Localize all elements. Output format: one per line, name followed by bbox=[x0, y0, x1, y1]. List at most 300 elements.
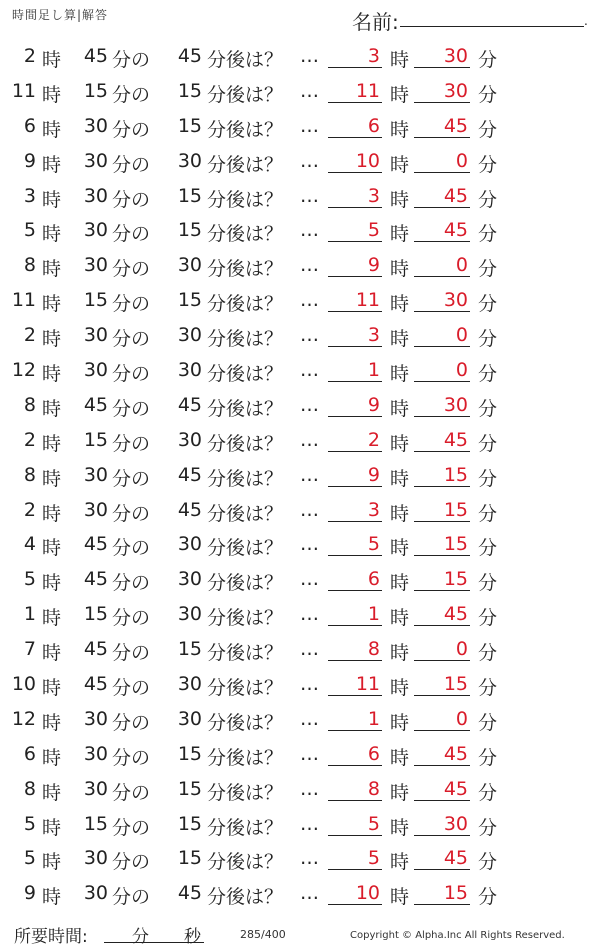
answer-minute: 45 bbox=[414, 743, 470, 766]
question-tail: 分後は？ bbox=[207, 711, 284, 734]
minute-of-label: 分の bbox=[112, 258, 151, 281]
problem-start-hour: 2 bbox=[23, 45, 36, 67]
problem-row bbox=[0, 180, 600, 215]
ellipsis: … bbox=[300, 79, 319, 102]
ellipsis: … bbox=[300, 393, 319, 416]
problem-row bbox=[0, 75, 600, 110]
answer-minute: 30 bbox=[414, 45, 470, 68]
ellipsis: … bbox=[300, 45, 319, 67]
answer-minute-unit: 分 bbox=[478, 49, 498, 71]
problem-start-minute: 15 bbox=[83, 812, 108, 835]
problem-added-minutes: 45 bbox=[177, 463, 202, 486]
problem-row bbox=[0, 598, 600, 633]
problem-start-minute: 45 bbox=[83, 638, 108, 661]
problem-start-hour: 2 bbox=[23, 428, 36, 451]
problem-added-minutes: 30 bbox=[177, 673, 202, 696]
problem-start-minute: 45 bbox=[83, 568, 108, 591]
problem-added-minutes: 30 bbox=[177, 149, 202, 172]
minute-of-label: 分の bbox=[112, 886, 151, 909]
answer-minute: 45 bbox=[414, 115, 470, 138]
answer-hour: 11 bbox=[328, 80, 382, 103]
minute-of-label: 分の bbox=[112, 293, 151, 316]
answer-hour-unit: 時 bbox=[390, 83, 410, 106]
minute-of-label: 分の bbox=[112, 223, 151, 246]
answer-hour-unit: 時 bbox=[390, 397, 410, 420]
problem-start-minute: 45 bbox=[83, 673, 108, 696]
time-taken-minutes-unit: 分 bbox=[132, 927, 149, 947]
hour-unit: 時 bbox=[42, 572, 62, 595]
problem-added-minutes: 15 bbox=[177, 638, 202, 661]
problem-start-minute: 15 bbox=[83, 428, 108, 451]
minute-of-label: 分の bbox=[112, 397, 151, 420]
problem-added-minutes: 15 bbox=[177, 777, 202, 800]
answer-hour-unit: 時 bbox=[390, 711, 410, 734]
ellipsis: … bbox=[300, 114, 319, 137]
hour-unit: 時 bbox=[42, 642, 62, 665]
answer-hour: 3 bbox=[328, 499, 382, 522]
hour-unit: 時 bbox=[42, 886, 62, 909]
problem-start-hour: 10 bbox=[11, 673, 36, 696]
copyright-text: Copyright © Alpha.Inc All Rights Reserved. bbox=[350, 930, 565, 941]
answer-hour-unit: 時 bbox=[390, 153, 410, 176]
answer-minute-unit: 分 bbox=[478, 851, 498, 874]
problem-start-minute: 30 bbox=[83, 847, 108, 870]
ellipsis: … bbox=[300, 254, 319, 277]
problem-added-minutes: 30 bbox=[177, 603, 202, 626]
time-taken-seconds-unit: 秒 bbox=[184, 927, 201, 947]
name-field-line bbox=[400, 26, 584, 27]
answer-hour-unit: 時 bbox=[390, 746, 410, 769]
problem-start-minute: 30 bbox=[83, 359, 108, 382]
answer-hour: 2 bbox=[328, 429, 382, 452]
hour-unit: 時 bbox=[42, 711, 62, 734]
answer-hour: 10 bbox=[328, 882, 382, 905]
question-tail: 分後は？ bbox=[207, 223, 284, 246]
answer-minute: 15 bbox=[414, 499, 470, 522]
question-tail: 分後は？ bbox=[207, 118, 284, 141]
hour-unit: 時 bbox=[42, 397, 62, 420]
hour-unit: 時 bbox=[42, 258, 62, 281]
name-field-dot: . bbox=[584, 14, 588, 28]
answer-minute: 0 bbox=[414, 150, 470, 173]
problem-start-hour: 12 bbox=[11, 359, 36, 382]
answer-minute-unit: 分 bbox=[478, 188, 498, 211]
answer-minute-unit: 分 bbox=[478, 328, 498, 351]
time-taken-label: 所要時間: bbox=[14, 927, 88, 947]
answer-hour-unit: 時 bbox=[390, 363, 410, 386]
question-tail: 分後は？ bbox=[207, 49, 284, 71]
problem-start-hour: 2 bbox=[23, 324, 36, 347]
problem-row bbox=[0, 494, 600, 529]
answer-hour-unit: 時 bbox=[390, 816, 410, 839]
problem-start-hour: 5 bbox=[23, 812, 36, 835]
problem-row bbox=[0, 424, 600, 459]
answer-hour-unit: 時 bbox=[390, 118, 410, 141]
question-tail: 分後は？ bbox=[207, 188, 284, 211]
question-tail: 分後は？ bbox=[207, 502, 284, 525]
problem-added-minutes: 45 bbox=[177, 393, 202, 416]
problem-list bbox=[0, 40, 600, 912]
question-tail: 分後は？ bbox=[207, 363, 284, 386]
answer-hour-unit: 時 bbox=[390, 328, 410, 351]
problem-row bbox=[0, 284, 600, 319]
problem-start-hour: 8 bbox=[23, 463, 36, 486]
problem-start-minute: 30 bbox=[83, 742, 108, 765]
problem-start-minute: 30 bbox=[83, 777, 108, 800]
answer-minute: 45 bbox=[414, 185, 470, 208]
ellipsis: … bbox=[300, 149, 319, 172]
problem-row bbox=[0, 354, 600, 389]
ellipsis: … bbox=[300, 812, 319, 835]
problem-added-minutes: 30 bbox=[177, 359, 202, 382]
problem-row bbox=[0, 459, 600, 494]
worksheet-title: 時間足し算|解答 bbox=[12, 8, 109, 22]
answer-hour-unit: 時 bbox=[390, 677, 410, 700]
answer-hour: 5 bbox=[328, 813, 382, 836]
answer-minute-unit: 分 bbox=[478, 258, 498, 281]
minute-of-label: 分の bbox=[112, 363, 151, 386]
problem-added-minutes: 30 bbox=[177, 568, 202, 591]
hour-unit: 時 bbox=[42, 677, 62, 700]
answer-minute-unit: 分 bbox=[478, 223, 498, 246]
question-tail: 分後は？ bbox=[207, 677, 284, 700]
problem-start-hour: 3 bbox=[23, 184, 36, 207]
answer-minute-unit: 分 bbox=[478, 293, 498, 316]
problem-row bbox=[0, 773, 600, 808]
problem-row bbox=[0, 40, 600, 75]
answer-minute: 0 bbox=[414, 638, 470, 661]
hour-unit: 時 bbox=[42, 153, 62, 176]
minute-of-label: 分の bbox=[112, 502, 151, 525]
problem-added-minutes: 15 bbox=[177, 812, 202, 835]
problem-start-minute: 45 bbox=[83, 45, 108, 67]
answer-hour: 8 bbox=[328, 638, 382, 661]
answer-hour-unit: 時 bbox=[390, 607, 410, 630]
hour-unit: 時 bbox=[42, 432, 62, 455]
answer-minute: 30 bbox=[414, 289, 470, 312]
ellipsis: … bbox=[300, 359, 319, 382]
question-tail: 分後は？ bbox=[207, 607, 284, 630]
problem-start-hour: 7 bbox=[23, 638, 36, 661]
answer-hour-unit: 時 bbox=[390, 467, 410, 490]
answer-minute: 30 bbox=[414, 80, 470, 103]
answer-minute-unit: 分 bbox=[478, 781, 498, 804]
question-tail: 分後は？ bbox=[207, 572, 284, 595]
ellipsis: … bbox=[300, 184, 319, 207]
problem-row bbox=[0, 214, 600, 249]
problem-row bbox=[0, 563, 600, 598]
hour-unit: 時 bbox=[42, 118, 62, 141]
ellipsis: … bbox=[300, 777, 319, 800]
minute-of-label: 分の bbox=[112, 781, 151, 804]
answer-minute: 15 bbox=[414, 568, 470, 591]
answer-hour: 6 bbox=[328, 115, 382, 138]
problem-added-minutes: 30 bbox=[177, 533, 202, 556]
hour-unit: 時 bbox=[42, 607, 62, 630]
question-tail: 分後は？ bbox=[207, 781, 284, 804]
answer-minute-unit: 分 bbox=[478, 746, 498, 769]
problem-row bbox=[0, 389, 600, 424]
question-tail: 分後は？ bbox=[207, 432, 284, 455]
answer-hour-unit: 時 bbox=[390, 572, 410, 595]
minute-of-label: 分の bbox=[112, 677, 151, 700]
answer-hour: 1 bbox=[328, 603, 382, 626]
problem-start-minute: 30 bbox=[83, 219, 108, 242]
ellipsis: … bbox=[300, 463, 319, 486]
problem-start-minute: 30 bbox=[83, 149, 108, 172]
minute-of-label: 分の bbox=[112, 153, 151, 176]
problem-added-minutes: 15 bbox=[177, 289, 202, 312]
problem-start-minute: 45 bbox=[83, 393, 108, 416]
minute-of-label: 分の bbox=[112, 607, 151, 630]
problem-added-minutes: 45 bbox=[177, 882, 202, 905]
minute-of-label: 分の bbox=[112, 118, 151, 141]
answer-minute-unit: 分 bbox=[478, 118, 498, 141]
answer-minute-unit: 分 bbox=[478, 677, 498, 700]
question-tail: 分後は？ bbox=[207, 293, 284, 316]
problem-start-hour: 11 bbox=[11, 289, 36, 312]
problem-start-hour: 5 bbox=[23, 568, 36, 591]
problem-start-minute: 30 bbox=[83, 498, 108, 521]
answer-minute: 45 bbox=[414, 847, 470, 870]
problem-row bbox=[0, 528, 600, 563]
answer-hour: 3 bbox=[328, 324, 382, 347]
ellipsis: … bbox=[300, 219, 319, 242]
minute-of-label: 分の bbox=[112, 851, 151, 874]
answer-hour: 5 bbox=[328, 533, 382, 556]
answer-hour: 5 bbox=[328, 847, 382, 870]
problem-added-minutes: 30 bbox=[177, 324, 202, 347]
answer-minute-unit: 分 bbox=[478, 886, 498, 909]
question-tail: 分後は？ bbox=[207, 746, 284, 769]
answer-minute-unit: 分 bbox=[478, 816, 498, 839]
hour-unit: 時 bbox=[42, 363, 62, 386]
answer-minute-unit: 分 bbox=[478, 363, 498, 386]
answer-minute: 0 bbox=[414, 708, 470, 731]
problem-start-hour: 6 bbox=[23, 742, 36, 765]
hour-unit: 時 bbox=[42, 781, 62, 804]
answer-minute-unit: 分 bbox=[478, 572, 498, 595]
problem-start-minute: 30 bbox=[83, 184, 108, 207]
ellipsis: … bbox=[300, 638, 319, 661]
hour-unit: 時 bbox=[42, 223, 62, 246]
answer-minute-unit: 分 bbox=[478, 467, 498, 490]
problem-start-minute: 30 bbox=[83, 254, 108, 277]
answer-hour: 9 bbox=[328, 464, 382, 487]
problem-start-hour: 6 bbox=[23, 114, 36, 137]
problem-added-minutes: 30 bbox=[177, 707, 202, 730]
ellipsis: … bbox=[300, 428, 319, 451]
minute-of-label: 分の bbox=[112, 746, 151, 769]
problem-start-hour: 1 bbox=[23, 603, 36, 626]
hour-unit: 時 bbox=[42, 851, 62, 874]
question-tail: 分後は？ bbox=[207, 397, 284, 420]
answer-hour: 6 bbox=[328, 568, 382, 591]
answer-minute: 45 bbox=[414, 219, 470, 242]
hour-unit: 時 bbox=[42, 746, 62, 769]
hour-unit: 時 bbox=[42, 328, 62, 351]
problem-added-minutes: 30 bbox=[177, 428, 202, 451]
question-tail: 分後は？ bbox=[207, 467, 284, 490]
question-tail: 分後は？ bbox=[207, 83, 284, 106]
answer-minute: 30 bbox=[414, 813, 470, 836]
problem-added-minutes: 15 bbox=[177, 847, 202, 870]
problem-row bbox=[0, 110, 600, 145]
ellipsis: … bbox=[300, 742, 319, 765]
question-tail: 分後は？ bbox=[207, 851, 284, 874]
problem-row bbox=[0, 319, 600, 354]
minute-of-label: 分の bbox=[112, 642, 151, 665]
hour-unit: 時 bbox=[42, 293, 62, 316]
answer-hour: 1 bbox=[328, 708, 382, 731]
hour-unit: 時 bbox=[42, 502, 62, 525]
answer-hour: 3 bbox=[328, 45, 382, 68]
problem-start-hour: 8 bbox=[23, 254, 36, 277]
problem-start-minute: 30 bbox=[83, 114, 108, 137]
ellipsis: … bbox=[300, 498, 319, 521]
problem-row bbox=[0, 668, 600, 703]
answer-hour-unit: 時 bbox=[390, 223, 410, 246]
answer-minute-unit: 分 bbox=[478, 397, 498, 420]
name-label: 名前: bbox=[352, 10, 399, 34]
minute-of-label: 分の bbox=[112, 711, 151, 734]
question-tail: 分後は？ bbox=[207, 886, 284, 909]
minute-of-label: 分の bbox=[112, 83, 151, 106]
answer-minute-unit: 分 bbox=[478, 607, 498, 630]
answer-hour: 5 bbox=[328, 219, 382, 242]
problem-start-hour: 9 bbox=[23, 882, 36, 905]
answer-minute: 15 bbox=[414, 533, 470, 556]
problem-added-minutes: 15 bbox=[177, 742, 202, 765]
answer-minute: 15 bbox=[414, 464, 470, 487]
hour-unit: 時 bbox=[42, 49, 62, 71]
ellipsis: … bbox=[300, 289, 319, 312]
ellipsis: … bbox=[300, 707, 319, 730]
problem-start-hour: 8 bbox=[23, 393, 36, 416]
answer-minute-unit: 分 bbox=[478, 432, 498, 455]
minute-of-label: 分の bbox=[112, 188, 151, 211]
answer-minute: 15 bbox=[414, 673, 470, 696]
problem-row bbox=[0, 808, 600, 843]
answer-minute-unit: 分 bbox=[478, 642, 498, 665]
answer-hour: 9 bbox=[328, 254, 382, 277]
answer-minute-unit: 分 bbox=[478, 537, 498, 560]
answer-hour-unit: 時 bbox=[390, 781, 410, 804]
problem-added-minutes: 45 bbox=[177, 498, 202, 521]
problem-added-minutes: 15 bbox=[177, 219, 202, 242]
ellipsis: … bbox=[300, 882, 319, 905]
answer-hour: 10 bbox=[328, 150, 382, 173]
answer-hour: 11 bbox=[328, 289, 382, 312]
ellipsis: … bbox=[300, 533, 319, 556]
answer-hour: 11 bbox=[328, 673, 382, 696]
problem-start-minute: 15 bbox=[83, 289, 108, 312]
question-tail: 分後は？ bbox=[207, 258, 284, 281]
problem-start-hour: 11 bbox=[11, 79, 36, 102]
problem-start-minute: 30 bbox=[83, 707, 108, 730]
minute-of-label: 分の bbox=[112, 572, 151, 595]
answer-hour-unit: 時 bbox=[390, 851, 410, 874]
answer-hour-unit: 時 bbox=[390, 188, 410, 211]
page-number: 285/400 bbox=[240, 928, 286, 941]
ellipsis: … bbox=[300, 847, 319, 870]
answer-minute: 45 bbox=[414, 603, 470, 626]
minute-of-label: 分の bbox=[112, 537, 151, 560]
ellipsis: … bbox=[300, 673, 319, 696]
answer-minute-unit: 分 bbox=[478, 153, 498, 176]
problem-start-minute: 45 bbox=[83, 533, 108, 556]
problem-start-hour: 5 bbox=[23, 219, 36, 242]
answer-minute: 0 bbox=[414, 254, 470, 277]
question-tail: 分後は？ bbox=[207, 153, 284, 176]
problem-start-hour: 9 bbox=[23, 149, 36, 172]
answer-minute: 45 bbox=[414, 778, 470, 801]
minute-of-label: 分の bbox=[112, 432, 151, 455]
problem-row bbox=[0, 842, 600, 877]
answer-hour-unit: 時 bbox=[390, 502, 410, 525]
hour-unit: 時 bbox=[42, 816, 62, 839]
hour-unit: 時 bbox=[42, 188, 62, 211]
answer-hour: 8 bbox=[328, 778, 382, 801]
problem-start-minute: 30 bbox=[83, 882, 108, 905]
answer-minute: 30 bbox=[414, 394, 470, 417]
problem-start-hour: 8 bbox=[23, 777, 36, 800]
ellipsis: … bbox=[300, 603, 319, 626]
question-tail: 分後は？ bbox=[207, 328, 284, 351]
hour-unit: 時 bbox=[42, 537, 62, 560]
answer-hour-unit: 時 bbox=[390, 886, 410, 909]
problem-added-minutes: 15 bbox=[177, 184, 202, 207]
problem-start-hour: 4 bbox=[23, 533, 36, 556]
ellipsis: … bbox=[300, 324, 319, 347]
minute-of-label: 分の bbox=[112, 328, 151, 351]
problem-start-minute: 30 bbox=[83, 463, 108, 486]
answer-hour-unit: 時 bbox=[390, 642, 410, 665]
answer-minute-unit: 分 bbox=[478, 83, 498, 106]
problem-added-minutes: 15 bbox=[177, 114, 202, 137]
question-tail: 分後は？ bbox=[207, 642, 284, 665]
problem-row bbox=[0, 249, 600, 284]
problem-row bbox=[0, 703, 600, 738]
problem-row bbox=[0, 633, 600, 668]
answer-minute: 0 bbox=[414, 359, 470, 382]
problem-start-minute: 15 bbox=[83, 79, 108, 102]
question-tail: 分後は？ bbox=[207, 816, 284, 839]
answer-hour: 9 bbox=[328, 394, 382, 417]
answer-hour-unit: 時 bbox=[390, 49, 410, 71]
question-tail: 分後は？ bbox=[207, 537, 284, 560]
answer-minute: 45 bbox=[414, 429, 470, 452]
problem-row bbox=[0, 738, 600, 773]
answer-minute: 15 bbox=[414, 882, 470, 905]
problem-added-minutes: 15 bbox=[177, 79, 202, 102]
minute-of-label: 分の bbox=[112, 49, 151, 71]
ellipsis: … bbox=[300, 568, 319, 591]
problem-added-minutes: 30 bbox=[177, 254, 202, 277]
problem-row bbox=[0, 145, 600, 180]
problem-start-hour: 2 bbox=[23, 498, 36, 521]
answer-hour-unit: 時 bbox=[390, 258, 410, 281]
minute-of-label: 分の bbox=[112, 816, 151, 839]
problem-row bbox=[0, 877, 600, 912]
answer-hour-unit: 時 bbox=[390, 537, 410, 560]
problem-start-hour: 12 bbox=[11, 707, 36, 730]
problem-added-minutes: 45 bbox=[177, 45, 202, 67]
answer-minute-unit: 分 bbox=[478, 711, 498, 734]
answer-minute: 0 bbox=[414, 324, 470, 347]
answer-minute-unit: 分 bbox=[478, 502, 498, 525]
answer-hour: 3 bbox=[328, 185, 382, 208]
